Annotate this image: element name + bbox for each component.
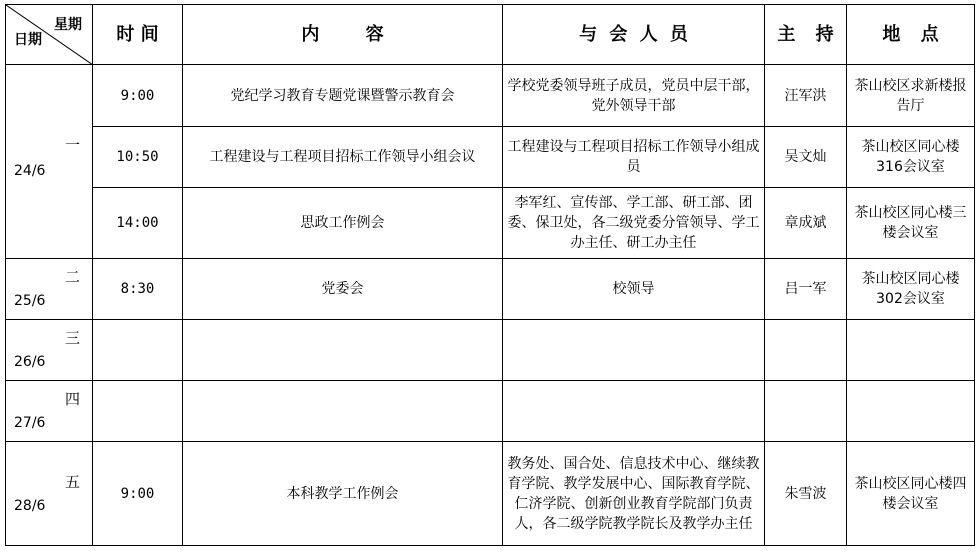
day-cell-fri <box>6 442 93 546</box>
date-label: 26/6 <box>14 354 46 370</box>
empty-cell <box>847 381 975 442</box>
header-time: 时 间 <box>93 5 183 65</box>
event-time: 9:00 <box>93 65 183 127</box>
empty-cell <box>765 320 847 381</box>
event-content: 党纪学习教育专题党课暨警示教育会 <box>183 65 503 127</box>
empty-cell <box>93 320 183 381</box>
event-location: 茶山校区同心楼302会议室 <box>847 259 975 320</box>
schedule-table <box>5 4 975 546</box>
event-content: 本科教学工作例会 <box>183 442 503 546</box>
header-row <box>6 5 975 65</box>
empty-cell <box>765 381 847 442</box>
event-attendees: 学校党委领导班子成员，党员中层干部，党外领导干部 <box>503 65 765 127</box>
table-row <box>6 127 975 188</box>
header-host: 主 持 <box>765 5 847 65</box>
header-content: 内 容 <box>183 5 503 65</box>
header-attendees: 与 会 人 员 <box>503 5 765 65</box>
empty-cell <box>93 381 183 442</box>
date-label: 24/6 <box>14 163 46 179</box>
header-location: 地 点 <box>847 5 975 65</box>
table-row <box>6 188 975 259</box>
date-label: 28/6 <box>14 498 46 514</box>
weekday-label: 五 <box>64 473 80 491</box>
event-attendees: 李军红、宣传部、学工部、研工部、团委、保卫处，各二级党委分管领导、学工办主任、研工办主任 <box>503 188 765 259</box>
event-content: 思政工作例会 <box>183 188 503 259</box>
empty-cell <box>183 320 503 381</box>
event-attendees: 教务处、国合处、信息技术中心、继续教育学院、教学发展中心、国际教育学院、仁济学院、创新创业教育学院部门负责人，各二级学院教学院长及教学办主任 <box>503 442 765 546</box>
table-row <box>6 381 975 442</box>
table-row <box>6 259 975 320</box>
day-cell-mon <box>6 65 93 259</box>
event-host: 吴文灿 <box>765 127 847 188</box>
event-content: 党委会 <box>183 259 503 320</box>
weekday-label: 三 <box>64 329 80 347</box>
event-content: 工程建设与工程项目招标工作领导小组会议 <box>183 127 503 188</box>
event-location: 茶山校区求新楼报告厅 <box>847 65 975 127</box>
event-time: 8:30 <box>93 259 183 320</box>
event-host: 汪军洪 <box>765 65 847 127</box>
event-time: 10:50 <box>93 127 183 188</box>
empty-cell <box>503 381 765 442</box>
empty-cell <box>503 320 765 381</box>
day-cell-wed <box>6 320 93 381</box>
header-week-label: 星期 <box>54 17 82 33</box>
table-row <box>6 320 975 381</box>
event-time: 9:00 <box>93 442 183 546</box>
empty-cell <box>847 320 975 381</box>
table-row <box>6 442 975 546</box>
empty-cell <box>183 381 503 442</box>
table-row <box>6 65 975 127</box>
event-location: 茶山校区同心楼316会议室 <box>847 127 975 188</box>
date-label: 25/6 <box>14 293 46 309</box>
event-attendees: 校领导 <box>503 259 765 320</box>
event-host: 吕一军 <box>765 259 847 320</box>
event-attendees: 工程建设与工程项目招标工作领导小组成员 <box>503 127 765 188</box>
event-time: 14:00 <box>93 188 183 259</box>
event-location: 茶山校区同心楼三楼会议室 <box>847 188 975 259</box>
date-label: 27/6 <box>14 415 46 431</box>
weekday-label: 二 <box>64 268 80 286</box>
weekday-label: 四 <box>64 390 80 408</box>
weekday-label: 一 <box>64 136 80 154</box>
header-date-label: 日期 <box>14 32 42 48</box>
event-host: 朱雪波 <box>765 442 847 546</box>
event-host: 章成斌 <box>765 188 847 259</box>
header-date-week-cell <box>6 5 93 65</box>
event-location: 茶山校区同心楼四楼会议室 <box>847 442 975 546</box>
day-cell-tue <box>6 259 93 320</box>
day-cell-thu <box>6 381 93 442</box>
